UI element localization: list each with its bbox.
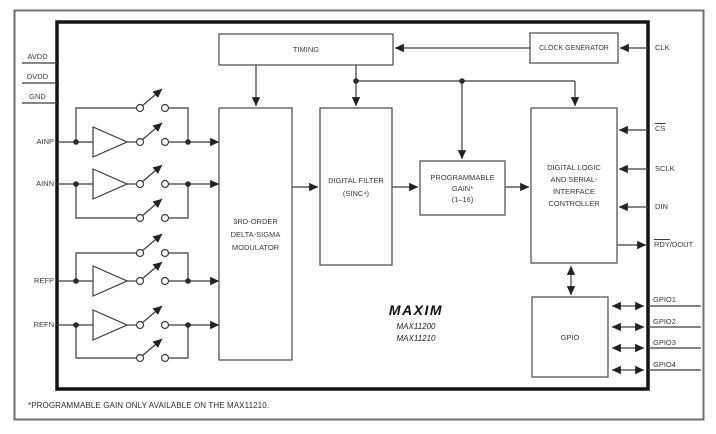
buffer-amplifiers xyxy=(93,127,127,340)
pin-label-rdy-dout xyxy=(654,240,714,250)
pin-label-dvdd: DVDD xyxy=(26,72,49,81)
pin-label-cs xyxy=(655,124,700,134)
timing-block-label: TIMING xyxy=(292,45,320,54)
pin-label-avdd: AVDD xyxy=(27,52,48,61)
digital-logic-block-label: DIGITAL LOGIC AND SERIAL- INTERFACE CONTROLLER xyxy=(547,162,601,208)
pin-label-clk: CLK xyxy=(655,43,670,52)
pin-label-ainp: AINP xyxy=(36,137,54,146)
gpio-block-label: GPIO xyxy=(560,332,580,342)
maxim-logo: MAXIM xyxy=(388,302,444,318)
buffer-amp-refp xyxy=(93,266,127,296)
buffer-amp-ainp xyxy=(93,127,127,157)
clock-generator-block-label: CLOCK GENERATOR xyxy=(539,44,609,52)
ainn-path xyxy=(57,165,219,218)
digital-filter-block-label: DIGITAL FILTER (SINC⁴) xyxy=(328,175,384,198)
programmable-gain-block-label: PROGRAMMABLE GAIN* (1–16) xyxy=(430,172,495,204)
pin-label-refn: REFN xyxy=(33,320,54,329)
modulator-block-label: 3RD-ORDER DELTA-SIGMA MODULATOR xyxy=(230,216,281,252)
part-numbers: MAX11200 MAX11210 xyxy=(396,322,436,343)
buffer-amp-refn xyxy=(93,310,127,340)
pin-label-gpio3: GPIO3 xyxy=(653,338,676,347)
pin-label-gpio2: GPIO2 xyxy=(653,317,676,326)
refp-path xyxy=(57,234,219,281)
ainp-path xyxy=(57,89,219,142)
switch-contacts xyxy=(137,105,169,362)
pin-label-gpio1: GPIO1 xyxy=(653,295,676,304)
rdy-rest-text: /DOUT xyxy=(669,240,694,249)
pin-label-ainn: AINN xyxy=(36,179,54,188)
cs-overlined-text: $\overline{CS}$ xyxy=(655,124,666,133)
buffer-amp-ainn xyxy=(93,169,127,199)
pin-label-refp: REFP xyxy=(33,276,54,285)
pin-label-gpio4: GPIO4 xyxy=(653,360,676,369)
footnote: *PROGRAMMABLE GAIN ONLY AVAILABLE ON THE MAX11210. xyxy=(28,401,270,410)
pin-label-din: DIN xyxy=(655,202,668,211)
refn-path xyxy=(57,306,219,358)
rdy-overlined-text: $\overline{RDY}$ xyxy=(654,240,670,249)
pin-label-sclk: SCLK xyxy=(655,164,675,173)
pin-label-gnd: GND xyxy=(29,92,46,101)
serial-pin-wires xyxy=(617,130,648,245)
